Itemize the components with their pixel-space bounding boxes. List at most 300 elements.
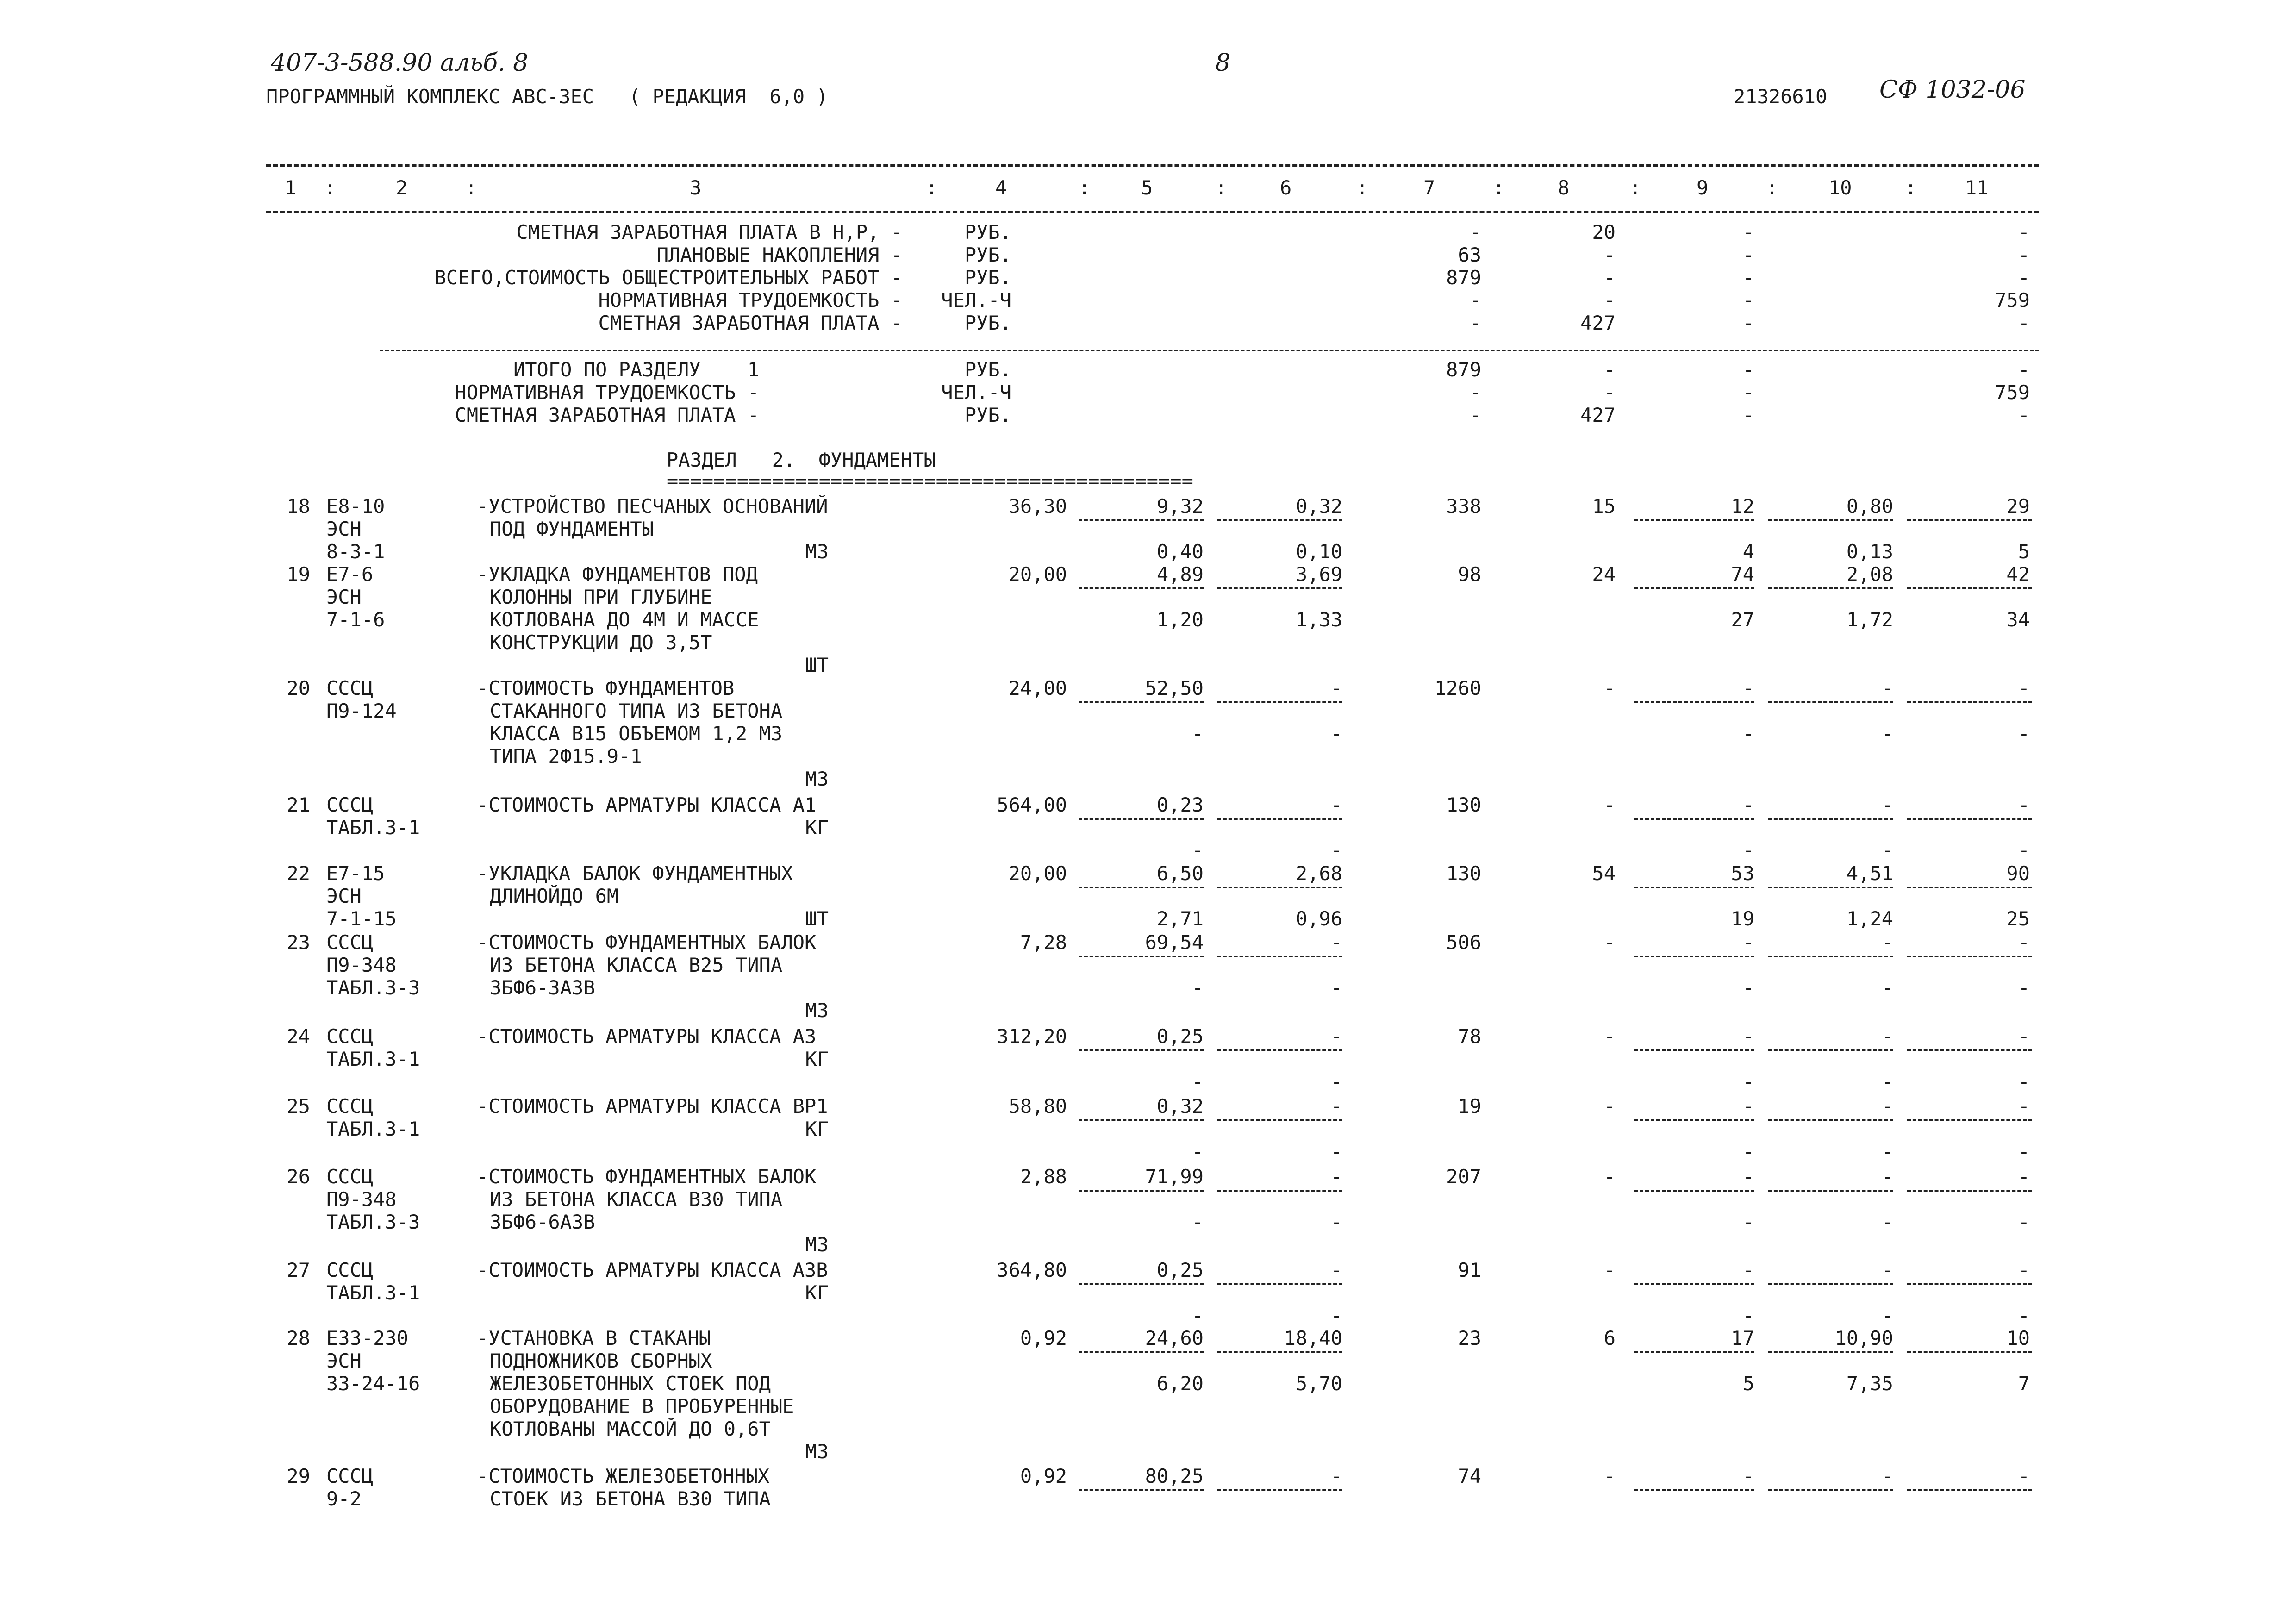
summary-c8: 427 (1580, 404, 1616, 426)
item-c10: - (1881, 793, 1893, 816)
item-c7: 78 (1458, 1025, 1481, 1048)
item-unit: М3 (805, 999, 829, 1022)
item-description: -УСТРОЙСТВО ПЕСЧАНЫХ ОСНОВАНИЙ (477, 495, 828, 518)
item-c5: 0,25 (1156, 1259, 1204, 1281)
item-code: Е7-6 (326, 563, 374, 586)
column-header-8: 8 (1558, 176, 1570, 199)
item-unit: КГ (805, 816, 829, 839)
item-c4: 20,00 (1008, 862, 1067, 885)
item-c5: 69,54 (1145, 931, 1204, 954)
item-c11: - (2018, 1165, 2030, 1188)
underline-dash (1768, 1049, 1893, 1051)
item-code: 33-24-16 (326, 1372, 420, 1395)
item-number: 22 (287, 862, 310, 885)
item-code: СССЦ (326, 677, 374, 700)
item-c5-sub: - (1192, 839, 1204, 862)
column-separator: : (465, 176, 477, 199)
summary-label: СМЕТНАЯ ЗАРАБОТНАЯ ПЛАТА - (598, 312, 903, 334)
item-code: ТАБЛ.3-3 (326, 976, 420, 999)
underline-dash (1079, 701, 1204, 703)
item-c10: - (1881, 1165, 1893, 1188)
item-c7: 338 (1446, 495, 1481, 518)
item-c5: 0,25 (1156, 1025, 1204, 1048)
item-code: П9-124 (326, 700, 397, 722)
summary-c7: - (1469, 221, 1481, 244)
item-code: СССЦ (326, 1165, 374, 1188)
summary-label: СМЕТНАЯ ЗАРАБОТНАЯ ПЛАТА - (455, 404, 759, 426)
column-header-9: 9 (1697, 176, 1709, 199)
item-description: -СТОИМОСТЬ ФУНДАМЕНТНЫХ БАЛОК (477, 931, 817, 954)
item-unit: КГ (805, 1281, 829, 1304)
summary-unit: ЧЕЛ.-Ч (941, 381, 1011, 404)
item-c11-sub: - (2018, 1140, 2030, 1163)
underline-dash (1217, 1049, 1342, 1051)
item-number: 19 (287, 563, 310, 586)
underline-dash (1634, 1283, 1754, 1285)
item-c5-sub: - (1192, 1140, 1204, 1163)
underline-dash (1768, 587, 1893, 589)
program-title: ПРОГРАММНЫЙ КОМПЛЕКС АВС-3ЕС ( РЕДАКЦИЯ 6,0 ) (266, 85, 828, 108)
item-code: ТАБЛ.3-1 (326, 1118, 420, 1140)
underline-dash (1217, 1489, 1342, 1491)
item-code: ТАБЛ.3-1 (326, 816, 420, 839)
underline-dash (1768, 1283, 1893, 1285)
header-bottom-rule (266, 211, 2039, 213)
underline-dash (1634, 1119, 1754, 1121)
item-c10: 10,90 (1834, 1327, 1893, 1349)
summary-c9: - (1742, 381, 1754, 404)
item-description: ИЗ БЕТОНА КЛАССА В30 ТИПА (490, 1188, 783, 1211)
summary-c7: - (1469, 404, 1481, 426)
item-c6-sub: 1,33 (1295, 608, 1342, 631)
item-code: СССЦ (326, 1025, 374, 1048)
item-number: 20 (287, 677, 310, 700)
item-code: ТАБЛ.3-1 (326, 1048, 420, 1070)
item-c6: - (1330, 1025, 1342, 1048)
item-code: Е8-10 (326, 495, 385, 518)
summary-c11: 759 (1995, 381, 2030, 404)
item-c10: 4,51 (1846, 862, 1893, 885)
item-c6-sub: - (1330, 1140, 1342, 1163)
item-c7: 506 (1446, 931, 1481, 954)
item-c4: 2,88 (1020, 1165, 1067, 1188)
item-c5-sub: 2,71 (1156, 907, 1204, 930)
item-c5: 0,23 (1156, 793, 1204, 816)
item-c9: 74 (1731, 563, 1754, 586)
item-code: 7-1-6 (326, 608, 385, 631)
item-unit: М3 (805, 1440, 829, 1463)
item-code: СССЦ (326, 1259, 374, 1281)
item-number: 29 (287, 1465, 310, 1487)
item-c11-sub: 34 (2006, 608, 2030, 631)
item-c7: 1260 (1434, 677, 1481, 700)
column-header-10: 10 (1828, 176, 1852, 199)
item-c6-sub: - (1330, 1304, 1342, 1327)
item-c6: 18,40 (1284, 1327, 1342, 1349)
summary-c9: - (1742, 404, 1754, 426)
item-number: 18 (287, 495, 310, 518)
item-c9-sub: 19 (1731, 907, 1754, 930)
item-description: -СТОИМОСТЬ АРМАТУРЫ КЛАССА А1 (477, 793, 817, 816)
summary-unit: РУБ. (964, 266, 1011, 289)
item-c6: - (1330, 1465, 1342, 1487)
summary-unit: РУБ. (964, 221, 1011, 244)
item-c5-sub: - (1192, 1211, 1204, 1233)
item-c9: - (1742, 1465, 1754, 1487)
item-c9-sub: 4 (1742, 540, 1754, 563)
item-c11: - (2018, 1025, 2030, 1048)
summary-c8: 20 (1592, 221, 1616, 244)
item-code: П9-348 (326, 954, 397, 976)
item-c9: - (1742, 1025, 1754, 1048)
item-description: КОТЛОВАНА ДО 4М И МАССЕ (490, 608, 759, 631)
column-separator: : (926, 176, 938, 199)
item-c10: 0,80 (1846, 495, 1893, 518)
item-c8: 15 (1592, 495, 1616, 518)
item-c9: - (1742, 793, 1754, 816)
item-code: ЭСН (326, 885, 362, 907)
summary-c11: - (2018, 312, 2030, 334)
item-c4: 58,80 (1008, 1095, 1067, 1118)
item-c5: 24,60 (1145, 1327, 1204, 1349)
item-c6: - (1330, 677, 1342, 700)
item-c5-sub: 6,20 (1156, 1372, 1204, 1395)
section-title-underline: ============================================= (667, 469, 1193, 492)
item-c10: - (1881, 1095, 1893, 1118)
underline-dash (1768, 701, 1893, 703)
underline-dash (1079, 1190, 1204, 1192)
item-c11-sub: - (2018, 1211, 2030, 1233)
item-description: КОНСТРУКЦИИ ДО 3,5Т (490, 631, 712, 654)
item-description: 3БФ6-3А3В (490, 976, 595, 999)
column-separator: : (1629, 176, 1641, 199)
item-code: 9-2 (326, 1487, 362, 1510)
item-c10: - (1881, 931, 1893, 954)
page-number: 8 (1215, 49, 1231, 77)
item-c10-sub: 7,35 (1846, 1372, 1893, 1395)
item-c10-sub: - (1881, 1070, 1893, 1093)
item-description: -СТОИМОСТЬ ЖЕЛЕЗОБЕТОННЫХ (477, 1465, 770, 1487)
underline-dash (1634, 1190, 1754, 1192)
summary-c11: - (2018, 244, 2030, 266)
item-c4: 20,00 (1008, 563, 1067, 586)
underline-dash (1907, 519, 2032, 521)
column-separator: : (1905, 176, 1917, 199)
item-description: ЖЕЛЕЗОБЕТОННЫХ СТОЕК ПОД (490, 1372, 771, 1395)
item-c11-sub: - (2018, 976, 2030, 999)
summary-label: НОРМАТИВНАЯ ТРУДОЕМКОСТЬ - (455, 381, 759, 404)
summary-c9: - (1742, 289, 1754, 312)
underline-dash (1217, 1190, 1342, 1192)
item-c6-sub: - (1330, 1070, 1342, 1093)
underline-dash (1079, 1351, 1204, 1353)
item-c10-sub: - (1881, 839, 1893, 862)
item-c10-sub: - (1881, 1140, 1893, 1163)
underline-dash (1217, 587, 1342, 589)
item-code: Е33-230 (326, 1327, 409, 1349)
item-code: 8-3-1 (326, 540, 385, 563)
item-c4: 24,00 (1008, 677, 1067, 700)
column-header-4: 4 (995, 176, 1007, 199)
item-c10: - (1881, 1259, 1893, 1281)
summary-c8: - (1603, 358, 1616, 381)
item-c7: 98 (1458, 563, 1481, 586)
underline-dash (1907, 887, 2032, 888)
summary-unit: РУБ. (964, 244, 1011, 266)
item-c11: 42 (2006, 563, 2030, 586)
underline-dash (1768, 887, 1893, 888)
item-number: 25 (287, 1095, 310, 1118)
doc-code: 407-3-588.90 альб. 8 (271, 49, 529, 77)
item-description: -СТОИМОСТЬ АРМАТУРЫ КЛАССА А3В (477, 1259, 828, 1281)
summary-unit: РУБ. (964, 358, 1011, 381)
item-c8: - (1603, 677, 1616, 700)
underline-dash (1079, 1283, 1204, 1285)
item-c9-sub: - (1742, 722, 1754, 745)
item-c8: - (1603, 1095, 1616, 1118)
column-separator: : (324, 176, 336, 199)
underline-dash (1907, 1351, 2032, 1353)
underline-dash (1907, 1283, 2032, 1285)
item-description: -СТОИМОСТЬ ФУНДАМЕНТНЫХ БАЛОК (477, 1165, 817, 1188)
underline-dash (1217, 887, 1342, 888)
item-unit: М3 (805, 540, 829, 563)
column-separator: : (1766, 176, 1778, 199)
item-c7: 130 (1446, 862, 1481, 885)
item-c6-sub: - (1330, 839, 1342, 862)
summary-unit: РУБ. (964, 404, 1011, 426)
summary-c11: - (2018, 358, 2030, 381)
item-code: ЭСН (326, 518, 362, 540)
item-c11-sub: 5 (2018, 540, 2030, 563)
underline-dash (1907, 587, 2032, 589)
item-c6: - (1330, 793, 1342, 816)
item-c8: - (1603, 1259, 1616, 1281)
item-c8: 24 (1592, 563, 1616, 586)
summary-unit: РУБ. (964, 312, 1011, 334)
item-c7: 207 (1446, 1165, 1481, 1188)
item-c9-sub: 5 (1742, 1372, 1754, 1395)
item-c4: 312,20 (997, 1025, 1067, 1048)
underline-dash (1768, 1489, 1893, 1491)
underline-dash (1079, 1049, 1204, 1051)
underline-dash (1217, 956, 1342, 957)
summary-c8: 427 (1580, 312, 1616, 334)
item-c11-sub: 25 (2006, 907, 2030, 930)
item-c8: - (1603, 1465, 1616, 1487)
summary-divider-rule (380, 350, 2039, 351)
item-description: СТОЕК ИЗ БЕТОНА В30 ТИПА (490, 1487, 771, 1510)
summary-c11: - (2018, 221, 2030, 244)
underline-dash (1907, 818, 2032, 820)
item-code: СССЦ (326, 1465, 374, 1487)
column-header-3: 3 (690, 176, 702, 199)
item-c10-sub: - (1881, 976, 1893, 999)
item-c8: - (1603, 793, 1616, 816)
summary-c9: - (1742, 266, 1754, 289)
item-c9: 53 (1731, 862, 1754, 885)
item-c11: - (2018, 1095, 2030, 1118)
item-c8: - (1603, 1165, 1616, 1188)
item-c5-sub: - (1192, 722, 1204, 745)
item-c6-sub: - (1330, 722, 1342, 745)
underline-dash (1768, 818, 1893, 820)
item-description: ПОД ФУНДАМЕНТЫ (490, 518, 654, 540)
column-separator: : (1215, 176, 1227, 199)
underline-dash (1907, 701, 2032, 703)
underline-dash (1634, 818, 1754, 820)
item-code: СССЦ (326, 1095, 374, 1118)
summary-c8: - (1603, 381, 1616, 404)
item-c11-sub: - (2018, 722, 2030, 745)
item-c7: 91 (1458, 1259, 1481, 1281)
item-description: КОТЛОВАНЫ МАССОЙ ДО 0,6Т (490, 1418, 771, 1440)
item-c5-sub: 1,20 (1156, 608, 1204, 631)
column-header-2: 2 (396, 176, 408, 199)
item-unit: КГ (805, 1048, 829, 1070)
item-description: ИЗ БЕТОНА КЛАССА В25 ТИПА (490, 954, 783, 976)
underline-dash (1634, 587, 1754, 589)
summary-c9: - (1742, 221, 1754, 244)
item-c8: - (1603, 1025, 1616, 1048)
item-c7: 74 (1458, 1465, 1481, 1487)
item-description: ПОДНОЖНИКОВ СБОРНЫХ (490, 1349, 712, 1372)
underline-dash (1079, 818, 1204, 820)
item-code: СССЦ (326, 931, 374, 954)
stamp-number: СФ 1032-06 (1879, 76, 2026, 104)
item-c10-sub: 1,72 (1846, 608, 1893, 631)
item-number: 28 (287, 1327, 310, 1349)
item-c9: - (1742, 1259, 1754, 1281)
summary-c7: - (1469, 312, 1481, 334)
item-description: -СТОИМОСТЬ АРМАТУРЫ КЛАССА ВР1 (477, 1095, 828, 1118)
item-c11: 90 (2006, 862, 2030, 885)
column-separator: : (1356, 176, 1368, 199)
underline-dash (1217, 1283, 1342, 1285)
item-c10-sub: - (1881, 722, 1893, 745)
column-header-1: 1 (285, 176, 297, 199)
summary-label: НОРМАТИВНАЯ ТРУДОЕМКОСТЬ - (598, 289, 903, 312)
item-c7: 23 (1458, 1327, 1481, 1349)
item-c5: 52,50 (1145, 677, 1204, 700)
item-c10-sub: - (1881, 1304, 1893, 1327)
item-c4: 564,00 (997, 793, 1067, 816)
underline-dash (1907, 956, 2032, 957)
summary-label: ВСЕГО,СТОИМОСТЬ ОБЩЕСТРОИТЕЛЬНЫХ РАБОТ - (434, 266, 903, 289)
item-c9-sub: - (1742, 1304, 1754, 1327)
item-c6: 3,69 (1295, 563, 1342, 586)
item-c9-sub: - (1742, 1211, 1754, 1233)
underline-dash (1079, 519, 1204, 521)
item-description: -УСТАНОВКА В СТАКАНЫ (477, 1327, 711, 1349)
item-c6-sub: - (1330, 976, 1342, 999)
item-c11-sub: 7 (2018, 1372, 2030, 1395)
summary-c7: - (1469, 381, 1481, 404)
underline-dash (1768, 519, 1893, 521)
item-c8: 6 (1603, 1327, 1616, 1349)
item-c8: - (1603, 931, 1616, 954)
item-c6: 0,32 (1295, 495, 1342, 518)
summary-c8: - (1603, 266, 1616, 289)
item-c8: 54 (1592, 862, 1616, 885)
summary-c9: - (1742, 244, 1754, 266)
item-unit: КГ (805, 1118, 829, 1140)
item-c5-sub: - (1192, 1070, 1204, 1093)
item-c7: 130 (1446, 793, 1481, 816)
item-c11-sub: - (2018, 839, 2030, 862)
item-code: ТАБЛ.3-1 (326, 1281, 420, 1304)
item-c9: - (1742, 1095, 1754, 1118)
summary-label: ПЛАНОВЫЕ НАКОПЛЕНИЯ - (656, 244, 903, 266)
underline-dash (1079, 956, 1204, 957)
summary-c7: 879 (1446, 266, 1481, 289)
summary-c11: - (2018, 266, 2030, 289)
item-c9-sub: - (1742, 1070, 1754, 1093)
item-c10: - (1881, 1025, 1893, 1048)
underline-dash (1907, 1049, 2032, 1051)
item-c11: - (2018, 677, 2030, 700)
item-c6: 2,68 (1295, 862, 1342, 885)
item-c4: 0,92 (1020, 1465, 1067, 1487)
item-c7: 19 (1458, 1095, 1481, 1118)
item-code: СССЦ (326, 793, 374, 816)
item-c4: 36,30 (1008, 495, 1067, 518)
item-c9: 12 (1731, 495, 1754, 518)
underline-dash (1634, 519, 1754, 521)
underline-dash (1634, 701, 1754, 703)
underline-dash (1079, 887, 1204, 888)
summary-label: ИТОГО ПО РАЗДЕЛУ 1 (513, 358, 759, 381)
item-description: -СТОИМОСТЬ ФУНДАМЕНТОВ (477, 677, 735, 700)
item-c9-sub: - (1742, 976, 1754, 999)
item-c11: - (2018, 793, 2030, 816)
item-c5-sub: - (1192, 976, 1204, 999)
item-c5: 4,89 (1156, 563, 1204, 586)
summary-c7: 879 (1446, 358, 1481, 381)
item-unit: М3 (805, 1233, 829, 1256)
underline-dash (1634, 1351, 1754, 1353)
item-c6-sub: 0,10 (1295, 540, 1342, 563)
item-number: 21 (287, 793, 310, 816)
item-c10: 2,08 (1846, 563, 1893, 586)
item-c11: 10 (2006, 1327, 2030, 1349)
underline-dash (1907, 1119, 2032, 1121)
underline-dash (1768, 956, 1893, 957)
item-c6: - (1330, 1259, 1342, 1281)
item-c10: - (1881, 677, 1893, 700)
item-unit: ШТ (805, 654, 829, 676)
item-description: КЛАССА В15 ОБЪЕМОМ 1,2 М3 (490, 722, 783, 745)
underline-dash (1634, 956, 1754, 957)
item-c4: 7,28 (1020, 931, 1067, 954)
underline-dash (1768, 1119, 1893, 1121)
item-c5: 6,50 (1156, 862, 1204, 885)
item-c6-sub: - (1330, 1211, 1342, 1233)
underline-dash (1634, 1489, 1754, 1491)
item-code: 7-1-15 (326, 907, 397, 930)
summary-unit: ЧЕЛ.-Ч (941, 289, 1011, 312)
item-c4: 0,92 (1020, 1327, 1067, 1349)
summary-c7: - (1469, 289, 1481, 312)
item-c11: - (2018, 931, 2030, 954)
item-c6: - (1330, 931, 1342, 954)
underline-dash (1217, 519, 1342, 521)
item-description: СТАКАННОГО ТИПА ИЗ БЕТОНА (490, 700, 783, 722)
underline-dash (1079, 587, 1204, 589)
item-description: -СТОИМОСТЬ АРМАТУРЫ КЛАССА А3 (477, 1025, 817, 1048)
item-c11: 29 (2006, 495, 2030, 518)
column-header-7: 7 (1423, 176, 1435, 199)
